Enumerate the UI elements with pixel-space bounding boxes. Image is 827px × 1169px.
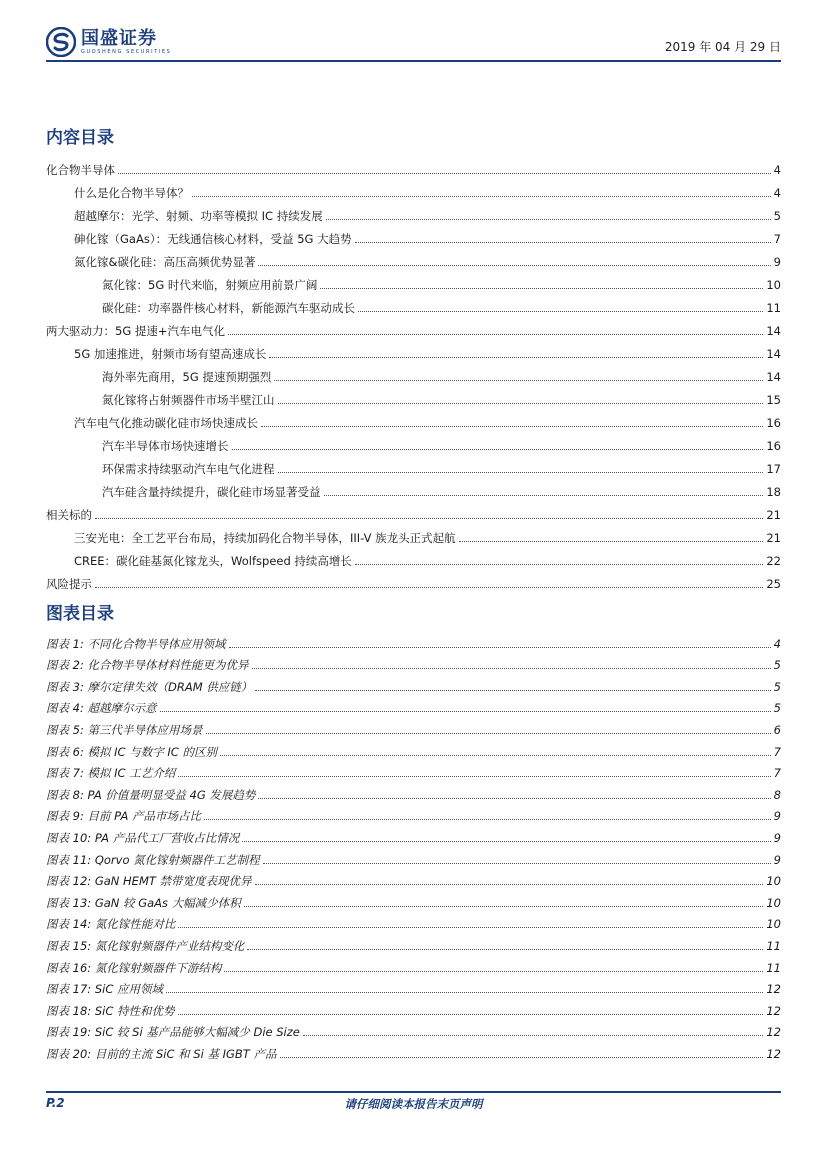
company-logo-icon: [46, 27, 76, 57]
disclaimer-note: 请仔细阅读本报告末页声明: [344, 1097, 483, 1111]
toc-entry[interactable]: 碳化硅：功率器件核心材料，新能源汽车驱动成长 11: [102, 301, 781, 315]
figure-entry[interactable]: 图表 15: 氮化镓射频器件产业结构变化 11: [46, 938, 781, 953]
figure-entry[interactable]: 图表 10: PA 产品代工厂营收占比情况 9: [46, 830, 781, 845]
figure-entry[interactable]: 图表 18: SiC 特性和优势 12: [46, 1003, 781, 1018]
toc-entry[interactable]: 砷化镓（GaAs）：无线通信核心材料，受益 5G 大趋势 7: [74, 232, 781, 246]
figures-title: 图表目录: [46, 604, 114, 624]
toc-entry[interactable]: 氮化镓&碳化硅：高压高频优势显著 9: [74, 255, 781, 269]
figure-entry[interactable]: 图表 1: 不同化合物半导体应用领域 4: [46, 636, 781, 651]
toc-entry[interactable]: 两大驱动力：5G 提速+汽车电气化 14: [46, 324, 781, 338]
contents-list: [46, 154, 781, 591]
toc-entry[interactable]: 汽车硅含量持续提升，碳化硅市场显著受益 18: [102, 485, 781, 499]
figure-entry[interactable]: 图表 4: 超越摩尔示意 5: [46, 701, 781, 716]
figures-list: [46, 629, 781, 1061]
figure-entry[interactable]: 图表 13: GaN 较 GaAs 大幅减少体积 10: [46, 895, 781, 910]
figure-entry[interactable]: 图表 2: 化合物半导体材料性能更为优异 5: [46, 658, 781, 673]
toc-entry[interactable]: 相关标的 21: [46, 508, 781, 522]
page-number: P.2: [46, 1096, 65, 1110]
footer-divider: [46, 1091, 781, 1093]
figure-entry[interactable]: 图表 9: 目前 PA 产品市场占比 9: [46, 809, 781, 824]
toc-entry[interactable]: 环保需求持续驱动汽车电气化进程 17: [102, 462, 781, 476]
toc-entry[interactable]: 5G 加速推进，射频市场有望高速成长 14: [74, 347, 781, 361]
figure-entry[interactable]: 图表 11: Qorvo 氮化镓射频器件工艺制程 9: [46, 852, 781, 867]
figure-entry[interactable]: 图表 20: 目前的主流 SiC 和 Si 基 IGBT 产品 12: [46, 1046, 781, 1061]
page-header: [0, 0, 827, 64]
toc-entry[interactable]: CREE：碳化硅基氮化镓龙头，Wolfspeed 持续高增长 22: [74, 554, 781, 568]
toc-entry[interactable]: 超越摩尔：光学、射频、功率等模拟 IC 持续发展 5: [74, 209, 781, 223]
report-date: 2019 年 04 月 29 日: [664, 40, 781, 54]
figure-entry[interactable]: 图表 6: 模拟 IC 与数字 IC 的区别 7: [46, 744, 781, 759]
figure-entry[interactable]: 图表 19: SiC 较 Si 基产品能够大幅减少 Die Size 12: [46, 1025, 781, 1040]
toc-entry[interactable]: 三安光电：全工艺平台布局，持续加码化合物半导体，III-V 族龙头正式起航 21: [74, 531, 781, 545]
header-divider: [46, 60, 781, 62]
figure-entry[interactable]: 图表 14: 氮化镓性能对比 10: [46, 917, 781, 932]
toc-entry[interactable]: 海外率先商用，5G 提速预期强烈 14: [102, 370, 781, 384]
toc-entry[interactable]: 汽车半导体市场快速增长 16: [102, 439, 781, 453]
figure-entry[interactable]: 图表 7: 模拟 IC 工艺介绍 7: [46, 766, 781, 781]
figure-entry[interactable]: 图表 12: GaN HEMT 禁带宽度表现优异 10: [46, 874, 781, 889]
figure-entry[interactable]: 图表 3: 摩尔定律失效（DRAM 供应链） 5: [46, 679, 781, 694]
toc-entry[interactable]: 什么是化合物半导体？ 4: [74, 186, 781, 200]
company-logo: [46, 24, 171, 60]
company-name: 国盛证券: [81, 27, 157, 49]
toc-entry[interactable]: 化合物半导体 4: [46, 163, 781, 177]
figure-entry[interactable]: 图表 16: 氮化镓射频器件下游结构 11: [46, 960, 781, 975]
toc-entry[interactable]: 汽车电气化推动碳化硅市场快速成长 16: [74, 416, 781, 430]
figure-entry[interactable]: 图表 8: PA 价值量明显受益 4G 发展趋势 8: [46, 787, 781, 802]
contents-title: 内容目录: [46, 128, 114, 148]
toc-entry[interactable]: 氮化镓：5G 时代来临，射频应用前景广阔 10: [102, 278, 781, 292]
company-subtitle: GUOSHENG SECURITIES: [81, 48, 172, 55]
figure-entry[interactable]: 图表 5: 第三代半导体应用场景 6: [46, 722, 781, 737]
toc-entry[interactable]: 氮化镓将占射频器件市场半壁江山 15: [102, 393, 781, 407]
toc-entry[interactable]: 风险提示 25: [46, 577, 781, 591]
figure-entry[interactable]: 图表 17: SiC 应用领域 12: [46, 982, 781, 997]
